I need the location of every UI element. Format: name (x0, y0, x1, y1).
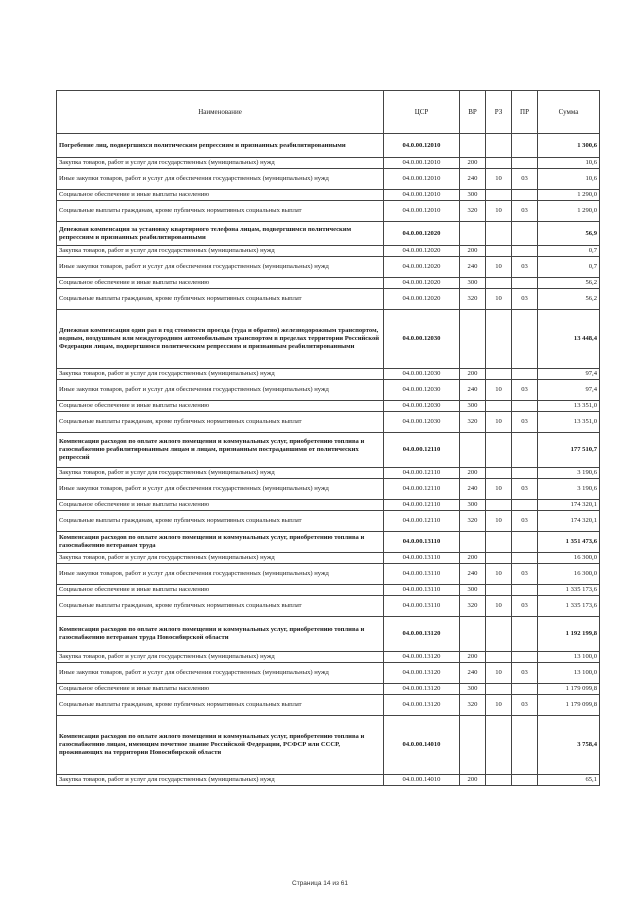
cell-csr: 04.0.00.12020 (384, 246, 460, 257)
cell-rz (486, 401, 512, 412)
cell-csr: 04.0.00.13110 (384, 532, 460, 553)
cell-vr (460, 716, 486, 775)
cell-csr: 04.0.00.12010 (384, 201, 460, 222)
cell-name: Социальные выплаты гражданам, кроме публичных нормативных социальных выплат (57, 596, 384, 617)
table-row (57, 695, 600, 716)
cell-sum: 174 320,1 (538, 511, 600, 532)
cell-sum: 1 192 199,8 (538, 617, 600, 652)
cell-csr: 04.0.00.13120 (384, 663, 460, 684)
cell-pr: 03 (512, 479, 538, 500)
table-row (57, 257, 600, 278)
section-row (57, 134, 600, 158)
cell-pr: 03 (512, 511, 538, 532)
cell-name: Иные закупки товаров, работ и услуг для обеспечения государственных (муниципальных) нужд (57, 479, 384, 500)
cell-vr: 300 (460, 585, 486, 596)
table-row (57, 775, 600, 786)
cell-sum: 1 335 173,6 (538, 585, 600, 596)
cell-name: Иные закупки товаров, работ и услуг для обеспечения государственных (муниципальных) нужд (57, 257, 384, 278)
cell-name: Денежная компенсация за установку квартирного телефона лицам, подвергшимся политическим репрессиям и признанных реабилитированными (57, 222, 384, 246)
cell-rz (486, 553, 512, 564)
cell-rz (486, 585, 512, 596)
cell-sum: 3 190,6 (538, 468, 600, 479)
cell-csr: 04.0.00.13120 (384, 617, 460, 652)
cell-csr: 04.0.00.13120 (384, 684, 460, 695)
cell-rz: 10 (486, 479, 512, 500)
cell-name: Социальные выплаты гражданам, кроме публичных нормативных социальных выплат (57, 695, 384, 716)
table-row (57, 201, 600, 222)
table-row (57, 190, 600, 201)
cell-rz (486, 134, 512, 158)
cell-rz (486, 190, 512, 201)
cell-pr (512, 158, 538, 169)
cell-vr: 200 (460, 468, 486, 479)
cell-pr (512, 369, 538, 380)
cell-name: Закупка товаров, работ и услуг для государственных (муниципальных) нужд (57, 553, 384, 564)
cell-csr: 04.0.00.12020 (384, 257, 460, 278)
cell-name: Закупка товаров, работ и услуг для государственных (муниципальных) нужд (57, 369, 384, 380)
cell-sum: 1 300,6 (538, 134, 600, 158)
cell-csr: 04.0.00.13120 (384, 695, 460, 716)
cell-vr: 200 (460, 246, 486, 257)
cell-rz (486, 433, 512, 468)
table-row (57, 564, 600, 585)
cell-pr (512, 617, 538, 652)
cell-name: Компенсация расходов по оплате жилого помещения и коммунальных услуг, приобретению топлива и газоснабжению ветеранам труда (57, 532, 384, 553)
cell-csr: 04.0.00.12020 (384, 289, 460, 310)
cell-name: Иные закупки товаров, работ и услуг для обеспечения государственных (муниципальных) нужд (57, 169, 384, 190)
header-vr: ВР (460, 91, 486, 134)
cell-name: Социальное обеспечение и иные выплаты населению (57, 190, 384, 201)
cell-name: Социальное обеспечение и иные выплаты населению (57, 585, 384, 596)
cell-vr: 300 (460, 190, 486, 201)
cell-pr (512, 585, 538, 596)
cell-rz: 10 (486, 201, 512, 222)
table-row (57, 468, 600, 479)
cell-name: Социальные выплаты гражданам, кроме публичных нормативных социальных выплат (57, 511, 384, 532)
cell-pr (512, 500, 538, 511)
cell-rz (486, 278, 512, 289)
cell-sum: 13 100,0 (538, 663, 600, 684)
cell-rz (486, 246, 512, 257)
cell-vr: 200 (460, 652, 486, 663)
cell-pr: 03 (512, 380, 538, 401)
table-row (57, 596, 600, 617)
cell-rz: 10 (486, 596, 512, 617)
cell-csr: 04.0.00.14010 (384, 775, 460, 786)
cell-rz: 10 (486, 412, 512, 433)
cell-vr: 320 (460, 412, 486, 433)
budget-table (56, 90, 600, 786)
table-row (57, 380, 600, 401)
cell-pr (512, 222, 538, 246)
table-row (57, 401, 600, 412)
cell-sum: 65,1 (538, 775, 600, 786)
table-row (57, 585, 600, 596)
cell-vr: 320 (460, 695, 486, 716)
cell-name: Социальное обеспечение и иные выплаты населению (57, 401, 384, 412)
cell-rz: 10 (486, 289, 512, 310)
cell-csr: 04.0.00.14010 (384, 716, 460, 775)
cell-pr (512, 246, 538, 257)
cell-sum: 174 320,1 (538, 500, 600, 511)
cell-csr: 04.0.00.13110 (384, 553, 460, 564)
header-pr: ПР (512, 91, 538, 134)
cell-sum: 1 290,0 (538, 201, 600, 222)
cell-csr: 04.0.00.12110 (384, 500, 460, 511)
cell-rz (486, 775, 512, 786)
cell-name: Закупка товаров, работ и услуг для государственных (муниципальных) нужд (57, 652, 384, 663)
cell-sum: 56,2 (538, 289, 600, 310)
cell-csr: 04.0.00.12110 (384, 479, 460, 500)
cell-vr (460, 222, 486, 246)
cell-pr: 03 (512, 412, 538, 433)
cell-pr: 03 (512, 201, 538, 222)
cell-sum: 56,2 (538, 278, 600, 289)
table-row (57, 169, 600, 190)
cell-pr: 03 (512, 663, 538, 684)
cell-name: Социальные выплаты гражданам, кроме публичных нормативных социальных выплат (57, 412, 384, 433)
cell-rz: 10 (486, 564, 512, 585)
cell-vr: 240 (460, 663, 486, 684)
cell-name: Социальное обеспечение и иные выплаты населению (57, 684, 384, 695)
cell-rz (486, 222, 512, 246)
cell-csr: 04.0.00.13110 (384, 564, 460, 585)
cell-pr (512, 278, 538, 289)
cell-csr: 04.0.00.12030 (384, 310, 460, 369)
header-sum: Сумма (538, 91, 600, 134)
cell-sum: 13 351,0 (538, 412, 600, 433)
section-row (57, 716, 600, 775)
cell-rz: 10 (486, 169, 512, 190)
table-row (57, 246, 600, 257)
cell-sum: 1 179 099,8 (538, 684, 600, 695)
cell-vr: 240 (460, 479, 486, 500)
cell-vr (460, 532, 486, 553)
cell-pr: 03 (512, 289, 538, 310)
cell-csr: 04.0.00.12020 (384, 278, 460, 289)
header-rz: РЗ (486, 91, 512, 134)
cell-sum: 56,9 (538, 222, 600, 246)
cell-pr (512, 134, 538, 158)
section-row (57, 222, 600, 246)
cell-rz (486, 369, 512, 380)
cell-sum: 13 100,0 (538, 652, 600, 663)
header-csr: ЦСР (384, 91, 460, 134)
table-row (57, 663, 600, 684)
cell-csr: 04.0.00.13110 (384, 596, 460, 617)
cell-vr: 200 (460, 775, 486, 786)
cell-vr: 240 (460, 380, 486, 401)
cell-name: Иные закупки товаров, работ и услуг для обеспечения государственных (муниципальных) нужд (57, 564, 384, 585)
cell-rz: 10 (486, 511, 512, 532)
cell-sum: 13 351,0 (538, 401, 600, 412)
cell-sum: 3 190,6 (538, 479, 600, 500)
cell-vr: 200 (460, 158, 486, 169)
cell-name: Компенсация расходов по оплате жилого помещения и коммунальных услуг, приобретению топлива и газоснабжению ветеранам труда Новосибирской области (57, 617, 384, 652)
cell-sum: 177 510,7 (538, 433, 600, 468)
cell-vr: 320 (460, 201, 486, 222)
cell-pr (512, 716, 538, 775)
cell-name: Денежная компенсация один раз в год стоимости проезда (туда и обратно) железнодорожным транспортом, водным, воздушным или междугородним автомобильным транспортом в пределах территории Российской Федерации лицам, подвергшимся политическим репрессиям и признанным реабилитированными (57, 310, 384, 369)
section-row (57, 433, 600, 468)
cell-pr: 03 (512, 695, 538, 716)
cell-rz (486, 500, 512, 511)
cell-rz (486, 532, 512, 553)
cell-csr: 04.0.00.12110 (384, 433, 460, 468)
cell-rz (486, 652, 512, 663)
cell-pr (512, 468, 538, 479)
table-row (57, 511, 600, 532)
cell-vr: 200 (460, 369, 486, 380)
cell-vr: 320 (460, 511, 486, 532)
cell-rz: 10 (486, 663, 512, 684)
cell-name: Погребение лиц, подвергшихся политическим репрессиям и признанных реабилитированными (57, 134, 384, 158)
cell-rz: 10 (486, 380, 512, 401)
cell-pr (512, 433, 538, 468)
cell-pr (512, 775, 538, 786)
cell-sum: 97,4 (538, 369, 600, 380)
cell-vr: 320 (460, 596, 486, 617)
cell-pr (512, 190, 538, 201)
cell-vr (460, 433, 486, 468)
cell-vr: 300 (460, 684, 486, 695)
cell-pr (512, 652, 538, 663)
cell-sum: 16 300,0 (538, 564, 600, 585)
cell-vr (460, 617, 486, 652)
cell-sum: 3 758,4 (538, 716, 600, 775)
cell-vr (460, 310, 486, 369)
cell-pr: 03 (512, 257, 538, 278)
cell-vr: 300 (460, 278, 486, 289)
cell-name: Закупка товаров, работ и услуг для государственных (муниципальных) нужд (57, 775, 384, 786)
cell-vr: 200 (460, 553, 486, 564)
cell-pr: 03 (512, 564, 538, 585)
cell-csr: 04.0.00.12010 (384, 158, 460, 169)
cell-pr (512, 532, 538, 553)
cell-rz (486, 716, 512, 775)
cell-sum: 10,6 (538, 158, 600, 169)
cell-csr: 04.0.00.12110 (384, 468, 460, 479)
cell-rz (486, 468, 512, 479)
cell-vr: 240 (460, 169, 486, 190)
cell-csr: 04.0.00.12030 (384, 401, 460, 412)
cell-pr: 03 (512, 169, 538, 190)
cell-pr (512, 401, 538, 412)
header-name: Наименование (57, 91, 384, 134)
cell-rz (486, 684, 512, 695)
cell-csr: 04.0.00.12010 (384, 134, 460, 158)
cell-sum: 97,4 (538, 380, 600, 401)
cell-name: Закупка товаров, работ и услуг для государственных (муниципальных) нужд (57, 468, 384, 479)
cell-csr: 04.0.00.12030 (384, 412, 460, 433)
cell-sum: 13 448,4 (538, 310, 600, 369)
table-row (57, 553, 600, 564)
cell-vr (460, 134, 486, 158)
cell-rz: 10 (486, 695, 512, 716)
cell-sum: 1 351 473,6 (538, 532, 600, 553)
section-row (57, 617, 600, 652)
cell-csr: 04.0.00.13110 (384, 585, 460, 596)
cell-vr: 320 (460, 289, 486, 310)
cell-sum: 1 335 173,6 (538, 596, 600, 617)
cell-name: Иные закупки товаров, работ и услуг для обеспечения государственных (муниципальных) нужд (57, 663, 384, 684)
cell-csr: 04.0.00.12030 (384, 369, 460, 380)
cell-sum: 1 179 099,8 (538, 695, 600, 716)
section-row (57, 310, 600, 369)
table-row (57, 652, 600, 663)
table-row (57, 500, 600, 511)
cell-vr: 300 (460, 401, 486, 412)
cell-rz (486, 617, 512, 652)
table-header-row (57, 91, 600, 134)
page-footer: Страница 14 из 61 (292, 880, 348, 887)
cell-sum: 10,6 (538, 169, 600, 190)
table-row (57, 158, 600, 169)
cell-pr (512, 553, 538, 564)
cell-csr: 04.0.00.12110 (384, 511, 460, 532)
cell-csr: 04.0.00.13120 (384, 652, 460, 663)
cell-rz (486, 158, 512, 169)
table-row (57, 278, 600, 289)
cell-vr: 240 (460, 564, 486, 585)
cell-rz: 10 (486, 257, 512, 278)
table-row (57, 684, 600, 695)
cell-name: Закупка товаров, работ и услуг для государственных (муниципальных) нужд (57, 158, 384, 169)
cell-sum: 0,7 (538, 257, 600, 278)
cell-name: Социальное обеспечение и иные выплаты населению (57, 278, 384, 289)
cell-sum: 16 300,0 (538, 553, 600, 564)
section-row (57, 532, 600, 553)
table-row (57, 479, 600, 500)
cell-name: Закупка товаров, работ и услуг для государственных (муниципальных) нужд (57, 246, 384, 257)
table-row (57, 369, 600, 380)
cell-csr: 04.0.00.12010 (384, 190, 460, 201)
cell-pr (512, 310, 538, 369)
cell-name: Социальные выплаты гражданам, кроме публичных нормативных социальных выплат (57, 289, 384, 310)
cell-vr: 240 (460, 257, 486, 278)
cell-csr: 04.0.00.12030 (384, 380, 460, 401)
table-row (57, 412, 600, 433)
table-row (57, 289, 600, 310)
cell-csr: 04.0.00.12010 (384, 169, 460, 190)
cell-rz (486, 310, 512, 369)
cell-name: Социальные выплаты гражданам, кроме публичных нормативных социальных выплат (57, 201, 384, 222)
cell-name: Компенсация расходов по оплате жилого помещения и коммунальных услуг, приобретению топлива и газоснабжению лицам, имеющим почетное звание Российской Федерации, РСФСР или СССР, проживающих на территории Новосибирской области (57, 716, 384, 775)
cell-sum: 1 290,0 (538, 190, 600, 201)
cell-vr: 300 (460, 500, 486, 511)
cell-name: Социальное обеспечение и иные выплаты населению (57, 500, 384, 511)
cell-sum: 0,7 (538, 246, 600, 257)
cell-csr: 04.0.00.12020 (384, 222, 460, 246)
cell-name: Иные закупки товаров, работ и услуг для обеспечения государственных (муниципальных) нужд (57, 380, 384, 401)
cell-pr (512, 684, 538, 695)
cell-name: Компенсация расходов по оплате жилого помещения и коммунальных услуг, приобретению топлива и газоснабжению реабилитированным лицам и лицам, признанным пострадавшими от политических репрессий (57, 433, 384, 468)
cell-pr: 03 (512, 596, 538, 617)
